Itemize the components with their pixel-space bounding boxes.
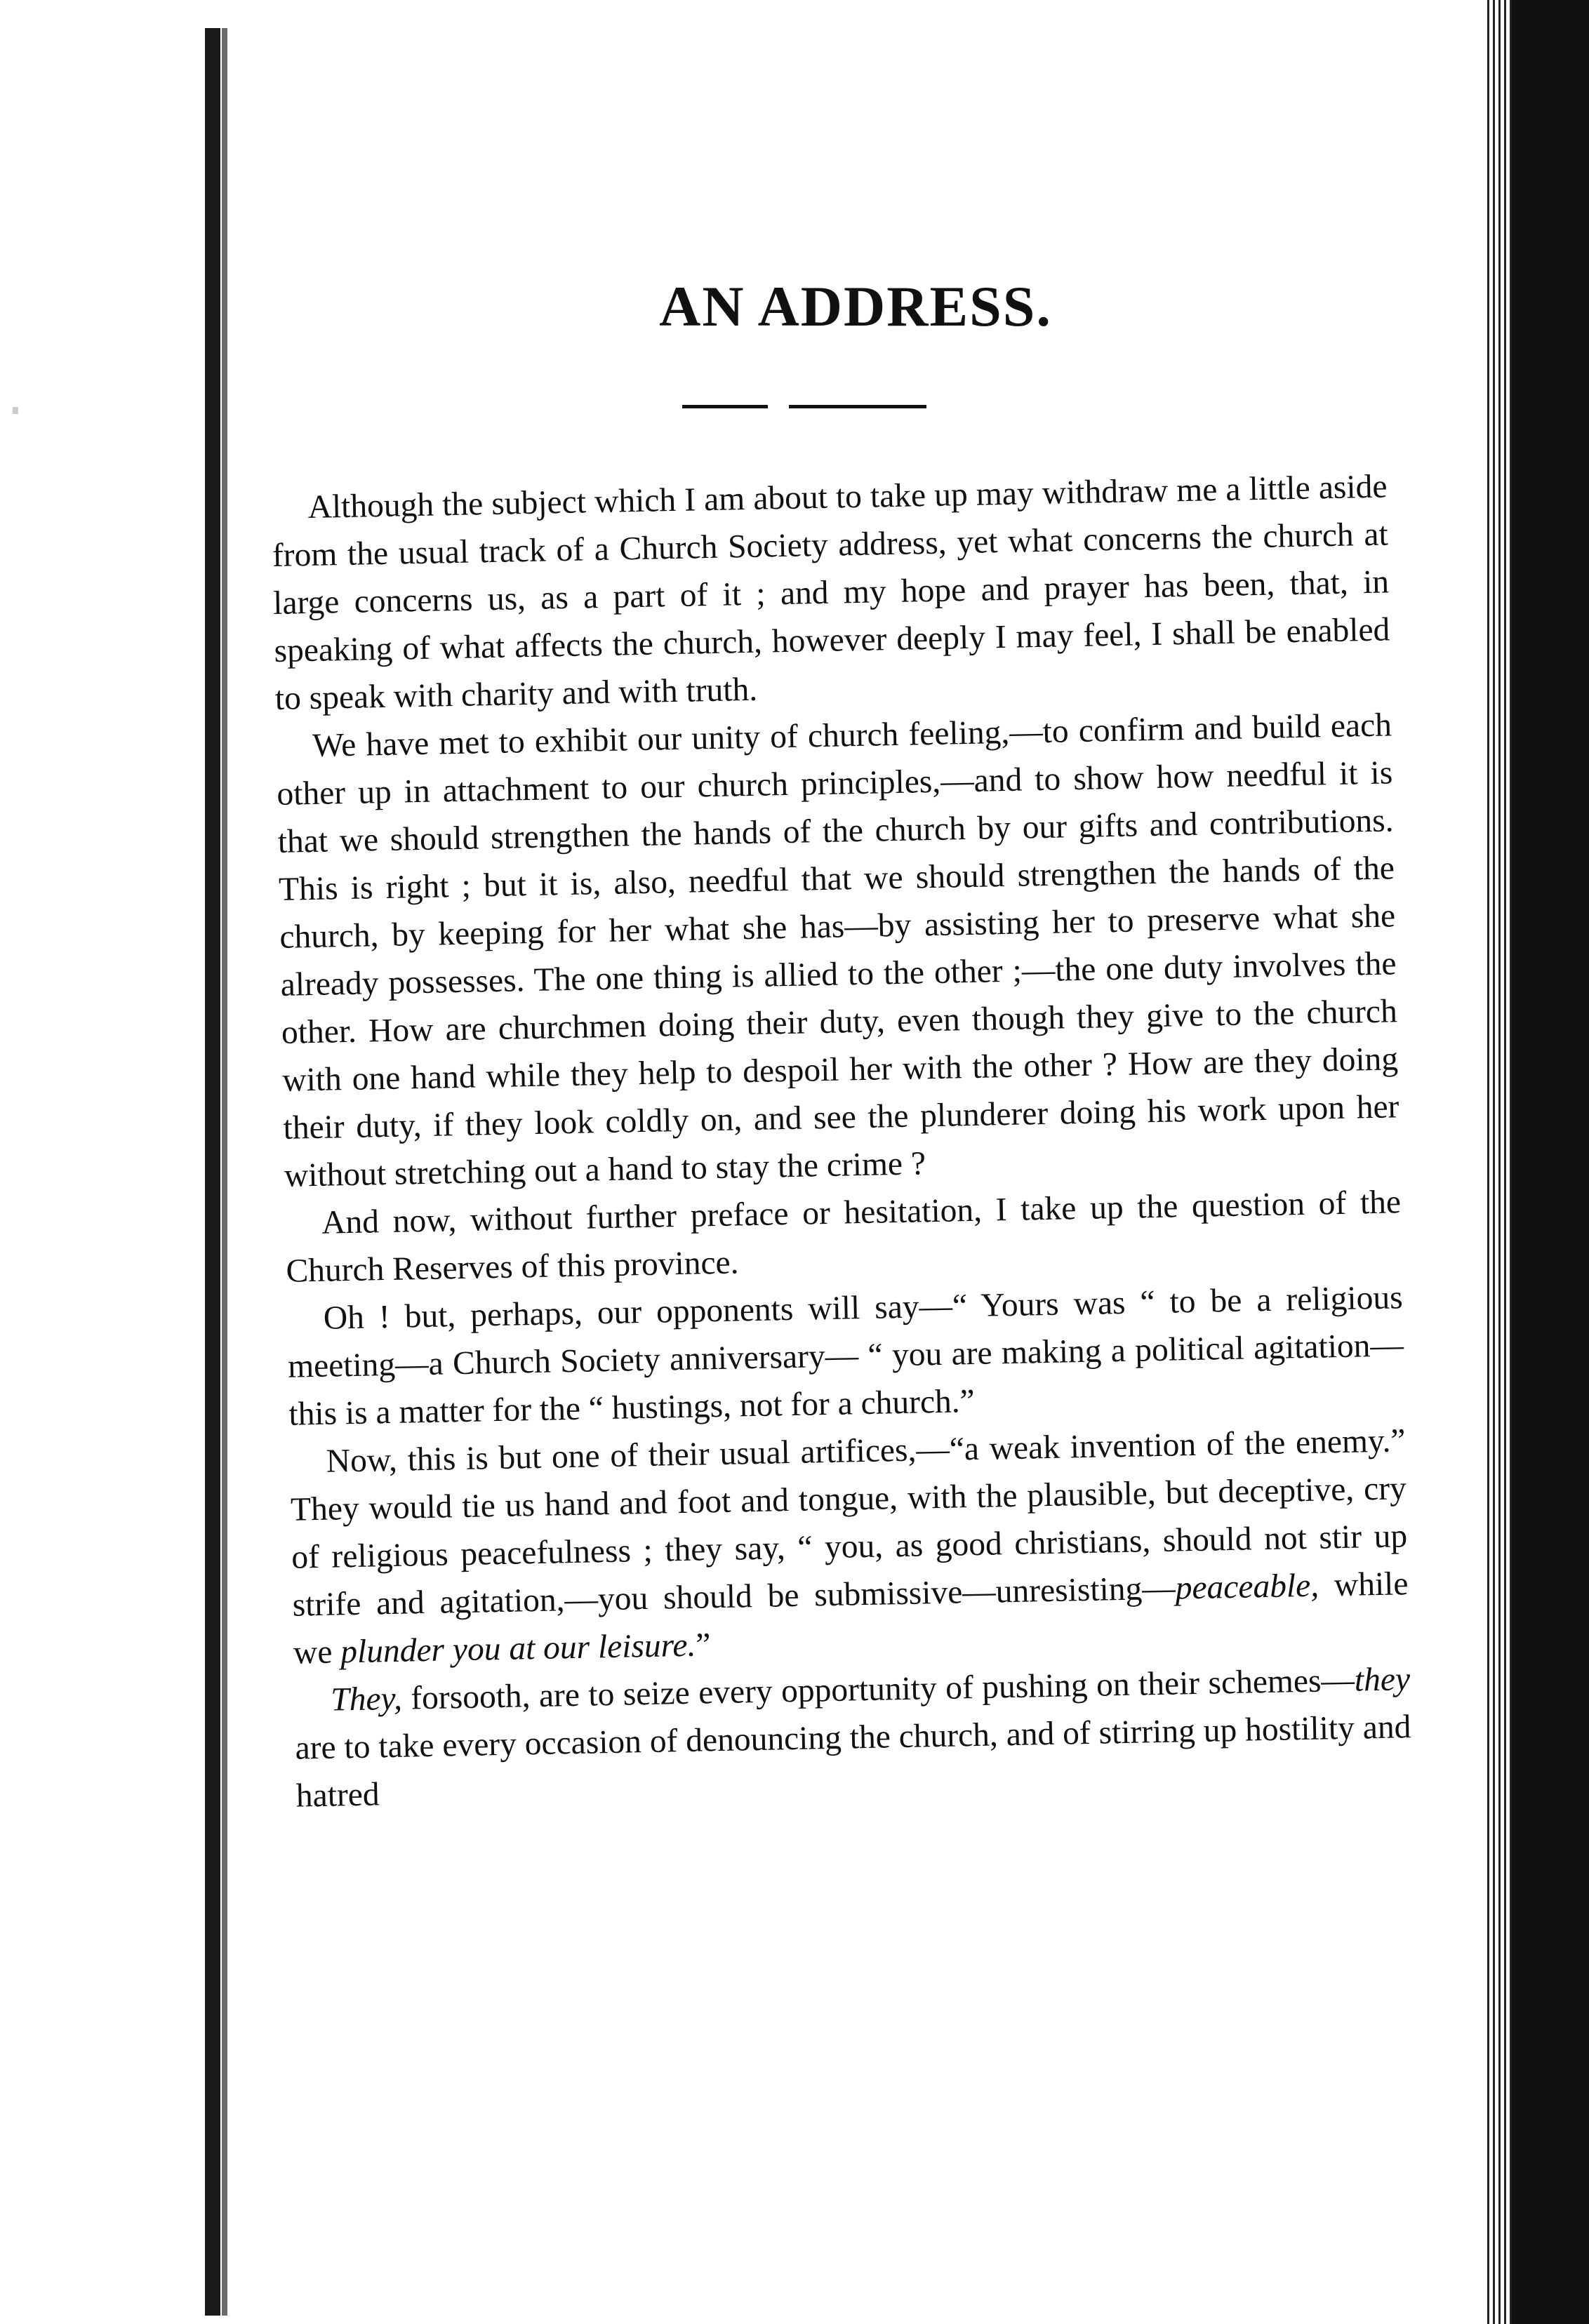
body-text xyxy=(271,462,1412,1819)
paragraph: And now, without further preface or hesitation, I take up the question of the Church Reserves of this province. xyxy=(286,1184,1402,1290)
book-fore-edge xyxy=(1512,0,1589,2324)
italic-text: they xyxy=(1354,1661,1411,1699)
paragraph: Oh ! but, perhaps, our opponents will say—“ Yours was “ to be a religious meeting—a Church Society anniversary— “ you are making a political agitation—this is a matter for the “ hustings, not for a church.” xyxy=(287,1279,1404,1433)
paragraph-text: are to take every occasion of denouncing the church, and of stirring up hostility and hatred xyxy=(295,1709,1411,1815)
paragraph-text: ” xyxy=(695,1627,711,1664)
book-page xyxy=(227,0,1411,2324)
left-facing-page xyxy=(0,0,204,2324)
paragraph: We have met to exhibit our unity of church feeling,—to confirm and build each other up in attachment to our church principles,—and to show how needful it is that we should strengthen the hands of the church by our gifts and contributions. This is right ; but it is, also, needful that we should strengthen the hands of the church, by keeping for her what she has—by assisting her to preserve what she already possesses. The one thing is allied to the other ;—the one duty involves the other. How are churchmen doing their duty, even though they give to the church with one hand while they help to despoil her with the other ? How are they doing their duty, if they look coldly on, and see the plunderer doing his work upon her without stretching out a hand to stay the crime ? xyxy=(276,707,1399,1194)
paragraph: Although the subject which I am about to take up may withdraw me a little aside from the usual track of a Church Society address, yet what concerns the church at large concerns us, as a part of it ; and my hope and prayer has been, that, in speaking of what affects the church, however deeply I may feel, I shall be enabled to speak with charity and with truth. xyxy=(272,468,1390,717)
bleed-mark xyxy=(13,407,18,414)
title-rule-right xyxy=(789,405,926,408)
page-edges xyxy=(1484,0,1512,2324)
paragraph xyxy=(294,1655,1413,1819)
italic-text: They, xyxy=(330,1680,403,1718)
italic-text: plunder you at our leisure. xyxy=(340,1627,696,1671)
book-gutter-shadow xyxy=(205,28,220,2316)
title-rule-left xyxy=(682,405,768,408)
book-gutter-line xyxy=(222,28,227,2316)
page-title: AN ADDRESS. xyxy=(659,274,1052,338)
paragraph-text: forsooth, are to seize every opportunity of pushing on their schemes— xyxy=(401,1662,1355,1717)
paragraph-text: Now, this is but one of their usual artifices,—“a weak invention of the enemy.” They would tie us hand and foot and tongue, with the plausible, but deceptive, cry of religious peacefulness ; they say, “ you, as good christians, should not stir up strife and agitation,—you should be submissive—unresisting— xyxy=(290,1422,1408,1624)
italic-text: peaceable, xyxy=(1175,1567,1319,1607)
paragraph xyxy=(289,1417,1409,1676)
paragraph-text: while we xyxy=(293,1565,1409,1671)
